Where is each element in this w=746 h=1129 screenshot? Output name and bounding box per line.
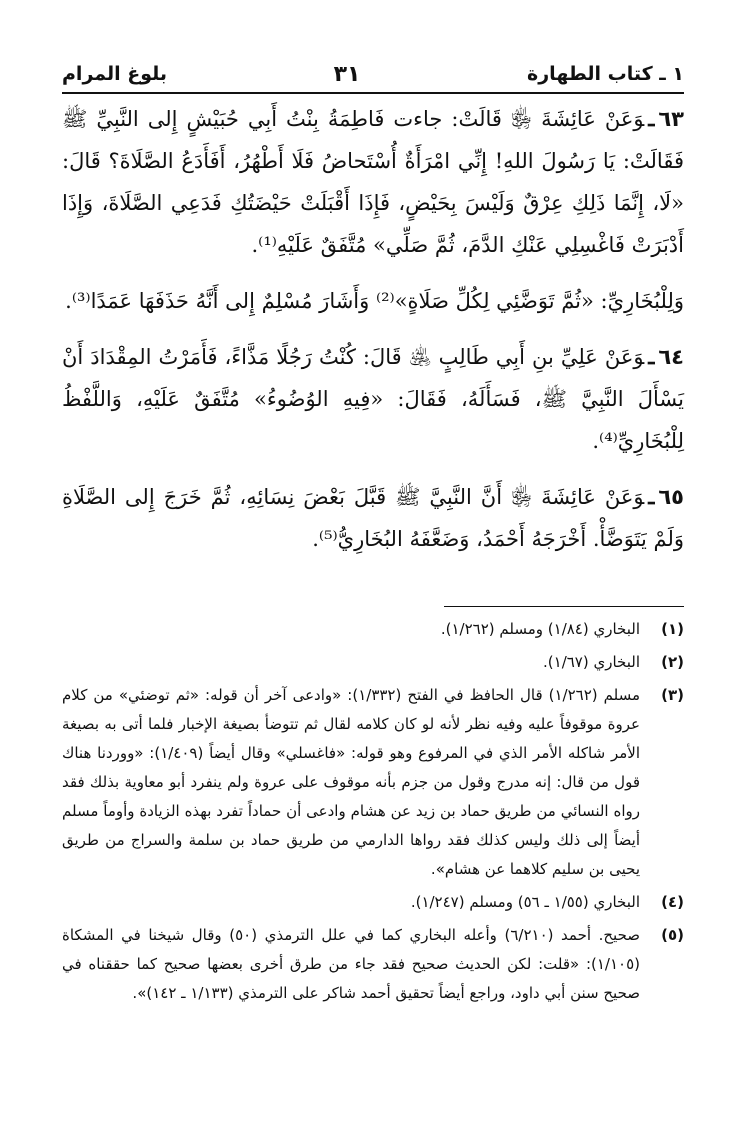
hadith-65: ٦٥ـوَعَنْ عَائِشَةَ ﵂ أَنَّ النَّبِيَّ ﷺ قَبَّلَ بَعْضَ نِسَائِهِ، ثُمَّ خَرَجَ إِلى الصَّلَاةِ وَلَمْ يَتَوَضَّأْ. أَخْرَجَهُ أَحْمَدُ، وَضَعَّفَهُ البُخَارِيُّ⁽⁵⁾. — [62, 484, 684, 551]
footnote — [62, 615, 684, 644]
footnote-number: (٤) — [661, 893, 684, 911]
hadith-63: ٦٣ـوَعَنْ عَائِشَةَ ﵂ قَالَتْ: جاءت فَاطِمَةُ بِنْتُ أَبِي حُبَيْشٍ إِلى النَّبِيِّ ﷺ فَقَالَتْ: يَا رَسُولَ اللهِ! إِنِّي امْرَأَةٌ أُسْتَحاضُ فَلَا أَطْهُرُ، أَفَأَدَعُ الصَّلَاةَ؟ قَالَ: «لَا، إِنَّمَا ذَلِكِ عِرْقٌ وَلَيْسَ بِحَيْضٍ، فَإِذَا أَقْبَلَتْ حَيْضَتُكِ فَدَعِي الصَّلَاةَ، وَإِذَا أَدْبَرَتْ فَاغْسِلِي عَنْكِ الدَّمَ، ثُمَّ صَلِّي» مُتَّفَقٌ عَلَيْهِ⁽¹⁾. — [62, 106, 684, 257]
footnote-number: (٢) — [661, 653, 684, 671]
chapter-title: ١ ـ كتاب الطهارة — [527, 63, 684, 85]
hadith-number: ٦٣ — [658, 107, 684, 131]
footnote-text: مسلم (١/٢٦٢) قال الحافظ في الفتح (١/٣٣٢): «وادعى آخر أن قوله: «ثم توضئي» من كلام عروة موقوفاً عليه وفيه نظر لأنه لو كان كلامه لقال ثم تتوضأ بصيغة الإخبار فلما أتى به بصيغة الأمر شاكله الأمر الذي في المرفوع وهو قوله: «فاغسلي» وقال أيضاً (١/٤٠٩): «ووردنا هناك قول من قال: إنه مدرج وقول من جزم بأنه موقوف على عروة ولم ينفرد أبو معاوية بذلك فقد رواه النسائي من طريق حماد بن زيد عن هشام وادعى أن حماداً تفرد بهذه الزيادة وأوماً مسلم أيضاً إلى ذلك وليس كذلك فقد رواها الدارمي من طريق حماد بن سلمة والسراج من طريق يحيى بن سليم كلاهما عن هشام». — [62, 686, 640, 878]
hadith-body: وَعَنْ عَلِيِّ بنِ أَبِي طَالِبٍ ﵁ قَالَ: كُنْتُ رَجُلًا مَذَّاءً، فَأَمَرْتُ المِقْدَادَ أَنْ يَسْأَلَ النَّبِيَّ ﷺ، فَسَأَلَهُ، فَقَالَ: «فِيهِ الوُضُوءُ» مُتَّفَقٌ عَلَيْهِ، وَاللَّفْظُ لِلْبُخَارِيِّ⁽⁴⁾. — [62, 345, 684, 453]
footnotes — [62, 615, 684, 1012]
footnote-number: (٣) — [661, 686, 684, 704]
footnote-text: البخاري (١/٨٤) ومسلم (١/٢٦٢). — [440, 620, 640, 638]
footnote-text: البخاري (١/٦٧). — [543, 653, 640, 671]
footnote — [62, 681, 684, 884]
hadith-number: ٦٥ — [658, 485, 684, 509]
footnote-divider — [444, 606, 684, 607]
footnote-number: (٥) — [661, 926, 684, 944]
footnote-text: البخاري (١/٥٥ ـ ٥٦) ومسلم (١/٢٤٧). — [410, 893, 640, 911]
page-number: ٣١ — [333, 61, 361, 87]
footnote-number: (١) — [661, 620, 684, 638]
hadith-number: ٦٤ — [658, 345, 684, 369]
hadith-body: وَلِلْبُخَارِيِّ: «ثُمَّ تَوَضَّئِي لِكُلِّ صَلَاةٍ»⁽²⁾ وَأَشَارَ مُسْلِمٌ إِلى أَنَّهُ حَذَفَهَا عَمَدًا⁽³⁾. — [65, 289, 684, 313]
hadith-63-bukhari-note — [62, 280, 684, 322]
footnote — [62, 648, 684, 677]
footnote — [62, 888, 684, 917]
hadith-body: وَعَنْ عَائِشَةَ ﵂ أَنَّ النَّبِيَّ ﷺ قَبَّلَ بَعْضَ نِسَائِهِ، ثُمَّ خَرَجَ إِلى الصَّلَاةِ وَلَمْ يَتَوَضَّأْ. أَخْرَجَهُ أَحْمَدُ، وَضَعَّفَهُ البُخَارِيُّ⁽⁵⁾. — [62, 485, 684, 551]
hadith-body: وَعَنْ عَائِشَةَ ﵂ قَالَتْ: جاءت فَاطِمَةُ بِنْتُ أَبِي حُبَيْشٍ إِلى النَّبِيِّ ﷺ فَقَالَتْ: يَا رَسُولَ اللهِ! إِنِّي امْرَأَةٌ أُسْتَحاضُ فَلَا أَطْهُرُ، أَفَأَدَعُ الصَّلَاةَ؟ قَالَ: «لَا، إِنَّمَا ذَلِكِ عِرْقٌ وَلَيْسَ بِحَيْضٍ، فَإِذَا أَقْبَلَتْ حَيْضَتُكِ فَدَعِي الصَّلَاةَ، وَإِذَا أَدْبَرَتْ فَاغْسِلِي عَنْكِ الدَّمَ، ثُمَّ صَلِّي» مُتَّفَقٌ عَلَيْهِ⁽¹⁾. — [62, 107, 684, 257]
hadith-text — [62, 98, 684, 574]
book-title: بلوغ المرام — [62, 63, 168, 85]
footnote — [62, 921, 684, 1008]
hadith-64: ٦٤ـوَعَنْ عَلِيِّ بنِ أَبِي طَالِبٍ ﵁ قَالَ: كُنْتُ رَجُلًا مَذَّاءً، فَأَمَرْتُ المِقْدَادَ أَنْ يَسْأَلَ النَّبِيَّ ﷺ، فَسَأَلَهُ، فَقَالَ: «فِيهِ الوُضُوءُ» مُتَّفَقٌ عَلَيْهِ، وَاللَّفْظُ لِلْبُخَارِيِّ⁽⁴⁾. — [62, 344, 684, 453]
page-header — [62, 56, 684, 94]
footnote-text: صحيح. أحمد (٦/٢١٠) وأعله البخاري كما في علل الترمذي (٥٠) وقال شيخنا في المشكاة (١/١٠٥): «قلت: لكن الحديث صحيح فقد جاء من طرق أخرى بعضها صحيح كما حققناه في صحيح سنن أبي داود، وراجع أيضاً تحقيق أحمد شاكر على الترمذي (١/١٣٣ ـ ١٤٢)». — [62, 926, 641, 1002]
